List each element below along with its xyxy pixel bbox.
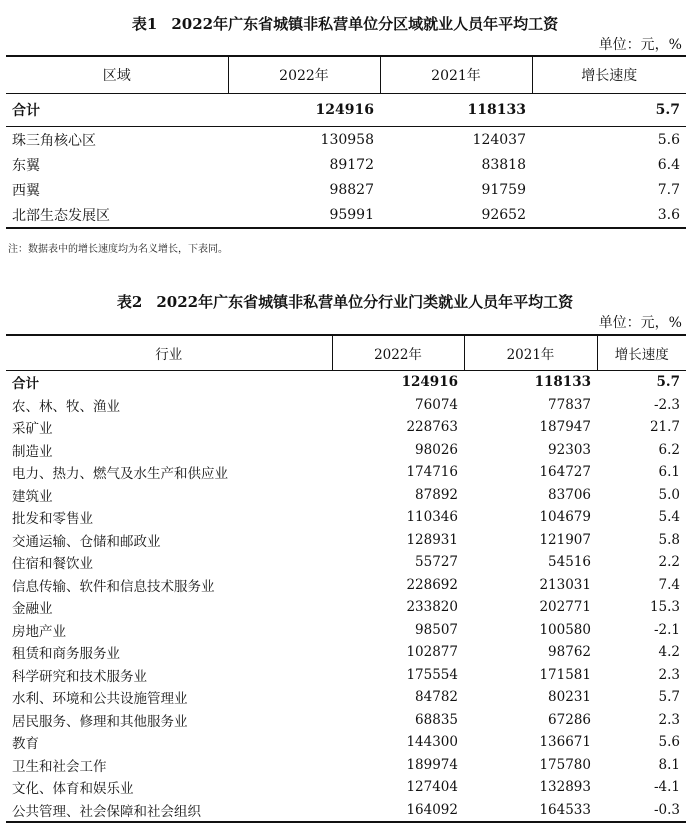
table-cell-growth: 3.6 bbox=[532, 202, 686, 228]
table-cell-name: 住宿和餐饮业 bbox=[12, 556, 93, 573]
table-cell-2021: 67286 bbox=[548, 711, 591, 728]
table-cell-2022: 233820 bbox=[406, 599, 458, 616]
table-cell-growth: 21.7 bbox=[649, 419, 680, 436]
table2-header-row bbox=[6, 335, 686, 371]
table-row bbox=[6, 641, 686, 664]
table-row bbox=[6, 731, 686, 754]
table-cell-2022: 189974 bbox=[406, 756, 458, 773]
table-row bbox=[6, 416, 686, 439]
table2-header-growth: 增长速度 bbox=[597, 335, 686, 371]
table-cell-growth: 8.1 bbox=[658, 756, 680, 773]
table-cell-2021: 77837 bbox=[548, 396, 591, 413]
table-cell-2021: 124037 bbox=[472, 131, 526, 148]
table-cell-name: 水利、环境和公共设施管理业 bbox=[12, 691, 188, 708]
table-cell-growth: 5.7 bbox=[656, 374, 680, 391]
table-cell-name: 合计 bbox=[12, 376, 39, 393]
table-cell-2021: 98762 bbox=[548, 644, 591, 661]
table-cell-2021: 104679 bbox=[539, 509, 591, 526]
table-cell-name: 东翼 bbox=[12, 157, 40, 174]
table1-title bbox=[0, 14, 690, 34]
table-row bbox=[6, 686, 686, 709]
table-cell-name: 卫生和社会工作 bbox=[12, 758, 107, 775]
table-row bbox=[6, 529, 686, 552]
table1-header-2022: 2022年 bbox=[228, 56, 380, 94]
table-cell-2022: 228692 bbox=[406, 576, 458, 593]
table2-total-row bbox=[6, 371, 686, 394]
table-cell-2021: 92652 bbox=[380, 202, 532, 228]
table-cell-2022: 68835 bbox=[415, 711, 458, 728]
table1-header-row bbox=[6, 56, 686, 94]
table-cell-2021: 132893 bbox=[539, 779, 591, 796]
table-cell-2022: 102877 bbox=[406, 644, 458, 661]
table-cell-name: 文化、体育和娱乐业 bbox=[12, 781, 134, 798]
table-row bbox=[6, 461, 686, 484]
table-cell-growth: 2.3 bbox=[658, 711, 680, 728]
table-cell-2021: 164727 bbox=[539, 464, 591, 481]
table-cell-name: 电力、热力、燃气及水生产和供应业 bbox=[12, 466, 228, 483]
table-cell-growth: 6.4 bbox=[657, 156, 680, 173]
table-cell-2022: 89172 bbox=[329, 156, 374, 173]
table-cell-2022: 174716 bbox=[406, 464, 458, 481]
table-row bbox=[6, 799, 686, 823]
table1-header-growth: 增长速度 bbox=[532, 56, 686, 94]
table-cell-2022: 124916 bbox=[228, 94, 380, 127]
table-cell-name: 采矿业 bbox=[12, 421, 53, 438]
table-cell-2022: 124916 bbox=[401, 374, 458, 391]
table-cell-2021: 136671 bbox=[539, 734, 591, 751]
table1-title-text: 2022年广东省城镇非私营单位分区域就业人员年平均工资 bbox=[171, 15, 559, 33]
table-cell-2022: 175554 bbox=[406, 666, 458, 683]
table-row bbox=[6, 551, 686, 574]
table-row bbox=[6, 709, 686, 732]
table-row bbox=[6, 754, 686, 777]
table-row bbox=[6, 776, 686, 799]
table-cell-name: 北部生态发展区 bbox=[6, 202, 228, 228]
table-cell-growth: 6.2 bbox=[658, 441, 680, 458]
table-cell-name: 信息传输、软件和信息技术服务业 bbox=[12, 578, 215, 595]
table-cell-2022: 84782 bbox=[415, 689, 458, 706]
table-cell-growth: 7.4 bbox=[658, 576, 680, 593]
table-cell-2021: 118133 bbox=[534, 374, 591, 391]
table-cell-2022: 98507 bbox=[415, 621, 458, 638]
table-cell-2022: 87892 bbox=[415, 486, 458, 503]
table-cell-growth: 5.6 bbox=[657, 131, 680, 148]
table-cell-name: 教育 bbox=[12, 736, 39, 753]
table-cell-growth: 7.7 bbox=[657, 181, 680, 198]
table-cell-2021: 100580 bbox=[539, 621, 591, 638]
table-cell-growth: 4.2 bbox=[658, 644, 680, 661]
table-cell-2021: 175780 bbox=[539, 756, 591, 773]
table-cell-2021: 92303 bbox=[548, 441, 591, 458]
table-cell-2022: 130958 bbox=[320, 131, 374, 148]
table1-total-row bbox=[6, 94, 686, 127]
table-cell-2021: 118133 bbox=[380, 94, 532, 127]
table-cell-2022: 127404 bbox=[406, 779, 458, 796]
table-cell-growth: 2.3 bbox=[658, 666, 680, 683]
table1-label: 表1 bbox=[131, 15, 158, 33]
table-cell-growth: 5.4 bbox=[658, 509, 680, 526]
table-cell-name: 建筑业 bbox=[12, 488, 53, 505]
table-cell-name: 居民服务、修理和其他服务业 bbox=[12, 713, 188, 730]
table-cell-2021: 80231 bbox=[548, 689, 591, 706]
table-cell-2022: 164092 bbox=[332, 799, 464, 823]
table-cell-2021: 91759 bbox=[481, 181, 526, 198]
table2-title bbox=[0, 292, 690, 312]
table-cell-2021: 83818 bbox=[481, 156, 526, 173]
table-cell-name: 西翼 bbox=[12, 182, 40, 199]
table-cell-name: 租赁和商务服务业 bbox=[12, 646, 120, 663]
table-row bbox=[6, 152, 686, 177]
table-cell-growth: 6.1 bbox=[658, 464, 680, 481]
table-cell-2022: 95991 bbox=[228, 202, 380, 228]
table-cell-2021: 54516 bbox=[548, 554, 591, 571]
table1 bbox=[6, 55, 686, 229]
table-cell-2022: 76074 bbox=[415, 396, 458, 413]
table-row bbox=[6, 664, 686, 687]
table-cell-name: 珠三角核心区 bbox=[12, 132, 96, 149]
table-cell-2022: 98026 bbox=[415, 441, 458, 458]
table-row bbox=[6, 574, 686, 597]
table-cell-2022: 98827 bbox=[329, 181, 374, 198]
table-cell-2021: 171581 bbox=[539, 666, 591, 683]
table-cell-name: 合计 bbox=[6, 94, 228, 127]
table-cell-2021: 202771 bbox=[539, 599, 591, 616]
table-row bbox=[6, 394, 686, 417]
table2-header-industry: 行业 bbox=[6, 335, 332, 371]
table-cell-growth: -4.1 bbox=[653, 779, 680, 796]
table2-label: 表2 bbox=[116, 293, 143, 311]
table-cell-growth: 5.7 bbox=[532, 94, 686, 127]
table-cell-2021: 187947 bbox=[539, 419, 591, 436]
table-cell-2022: 228763 bbox=[406, 419, 458, 436]
table-cell-name: 制造业 bbox=[12, 443, 53, 460]
table1-note: 注：数据表中的增长速度均为名义增长，下表同。 bbox=[8, 244, 228, 255]
table-cell-growth: -0.3 bbox=[597, 799, 686, 823]
table2-header-2021: 2021年 bbox=[464, 335, 597, 371]
table-cell-2022: 55727 bbox=[415, 554, 458, 571]
table-cell-2022: 128931 bbox=[406, 531, 458, 548]
table-cell-name: 房地产业 bbox=[12, 623, 66, 640]
table-cell-2022: 144300 bbox=[406, 734, 458, 751]
table-row bbox=[6, 619, 686, 642]
table2-header-2022: 2022年 bbox=[332, 335, 464, 371]
table2-title-text: 2022年广东省城镇非私营单位分行业门类就业人员年平均工资 bbox=[156, 293, 574, 311]
table-cell-name: 批发和零售业 bbox=[12, 511, 93, 528]
table-row bbox=[6, 202, 686, 228]
table1-unit: 单位：元，% bbox=[598, 37, 682, 53]
table1-header-region: 区域 bbox=[6, 56, 228, 94]
table-cell-name: 公共管理、社会保障和社会组织 bbox=[6, 799, 332, 823]
table-cell-name: 金融业 bbox=[12, 601, 53, 618]
table-cell-growth: -2.3 bbox=[653, 396, 680, 413]
table-cell-name: 科学研究和技术服务业 bbox=[12, 668, 147, 685]
table-cell-growth: 15.3 bbox=[649, 599, 680, 616]
table2 bbox=[6, 334, 686, 823]
table-cell-name: 交通运输、仓储和邮政业 bbox=[12, 533, 161, 550]
table-cell-2021: 213031 bbox=[539, 576, 591, 593]
table-cell-growth: 2.2 bbox=[658, 554, 680, 571]
table-row bbox=[6, 596, 686, 619]
table2-unit: 单位：元，% bbox=[598, 315, 682, 331]
table-row bbox=[6, 127, 686, 153]
table-cell-name: 农、林、牧、渔业 bbox=[12, 398, 120, 415]
table-cell-2021: 83706 bbox=[548, 486, 591, 503]
table-cell-2022: 110346 bbox=[406, 509, 458, 526]
table-cell-growth: 5.0 bbox=[658, 486, 680, 503]
table-cell-growth: 5.6 bbox=[658, 734, 680, 751]
table-row bbox=[6, 506, 686, 529]
table1-header-2021: 2021年 bbox=[380, 56, 532, 94]
table-cell-2021: 164533 bbox=[464, 799, 597, 823]
table-cell-growth: 5.8 bbox=[658, 531, 680, 548]
table-cell-growth: -2.1 bbox=[653, 621, 680, 638]
table-cell-growth: 5.7 bbox=[658, 689, 680, 706]
table-row bbox=[6, 484, 686, 507]
table-row bbox=[6, 439, 686, 462]
table-cell-2021: 121907 bbox=[539, 531, 591, 548]
table-row bbox=[6, 177, 686, 202]
